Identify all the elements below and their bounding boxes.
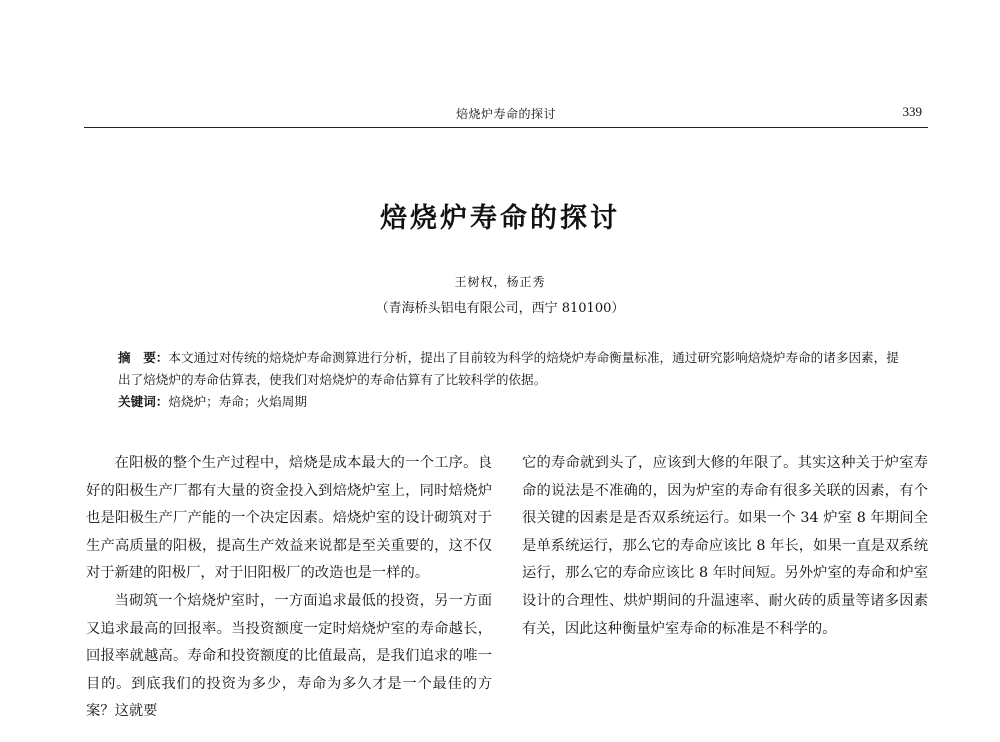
body-paragraph: 在阳极的整个生产过程中，焙烧是成本最大的一个工序。良好的阳极生产厂都有大量的资金投入到焙烧炉室上，同时焙烧炉也是阳极生产厂产能的一个决定因素。焙烧炉室的设计砌筑对于生产高质量的阳极，提高生产效益来说都是至关重要的，这不仅对于新建的阳极厂，对于旧阳极厂的改造也是一样的。 (86, 455, 492, 582)
article-title: 焙烧炉寿命的探讨 (380, 203, 620, 234)
keywords-text: 焙烧炉；寿命；火焰周期 (168, 394, 307, 409)
running-header (84, 103, 928, 128)
body-paragraph: 当砌筑一个焙烧炉室时，一方面追求最低的投资，另一方面又追求最高的回报率。当投资额度一定时焙烧炉室的寿命越长，回报率就越高。寿命和投资额度的比值最高，是我们追求的唯一目的。到底我们的投资为多少，寿命为多久才是一个最佳的方案？这就要 (86, 592, 492, 720)
body-paragraph: 它的寿命就到头了，应该到大修的年限了。其实这种关于炉室寿命的说法是不准确的，因为炉室的寿命有很多关联的因素，有个很关键的因素是是否双系统运行。如果一个 34 炉室 8 年期间全是单系统运行，那么它的寿命应该比 8 年长，如果一直是双系统运行，那么它的寿命应该比 8 年时间短。另外炉室的寿命和炉室设计的合理性、烘炉期间的升温速率、耐火砖的质量等诸多因素有关，因此这种衡量炉室寿命的标准是不科学的。 (522, 455, 928, 637)
body-column-right (522, 450, 928, 643)
authors: 王树权，杨正秀 (454, 275, 546, 289)
body-column-left (86, 450, 492, 726)
page-number: 339 (902, 104, 922, 119)
affiliation: （青海桥头铝电有限公司，西宁 810100） (375, 301, 625, 316)
abstract-block (118, 347, 908, 413)
abstract (118, 347, 908, 391)
keywords-label: 关键词： (118, 394, 169, 409)
abstract-text: 本文通过对传统的焙烧炉寿命测算进行分析，提出了目前较为科学的焙烧炉寿命衡量标准，通过研究影响焙烧炉寿命的诸多因素，提出了焙烧炉的寿命估算表，使我们对焙烧炉的寿命估算有了比较科学的依据。 (118, 350, 899, 387)
keywords (118, 391, 908, 413)
running-title: 焙烧炉寿命的探讨 (455, 107, 556, 121)
abstract-label: 摘 要： (118, 350, 169, 365)
